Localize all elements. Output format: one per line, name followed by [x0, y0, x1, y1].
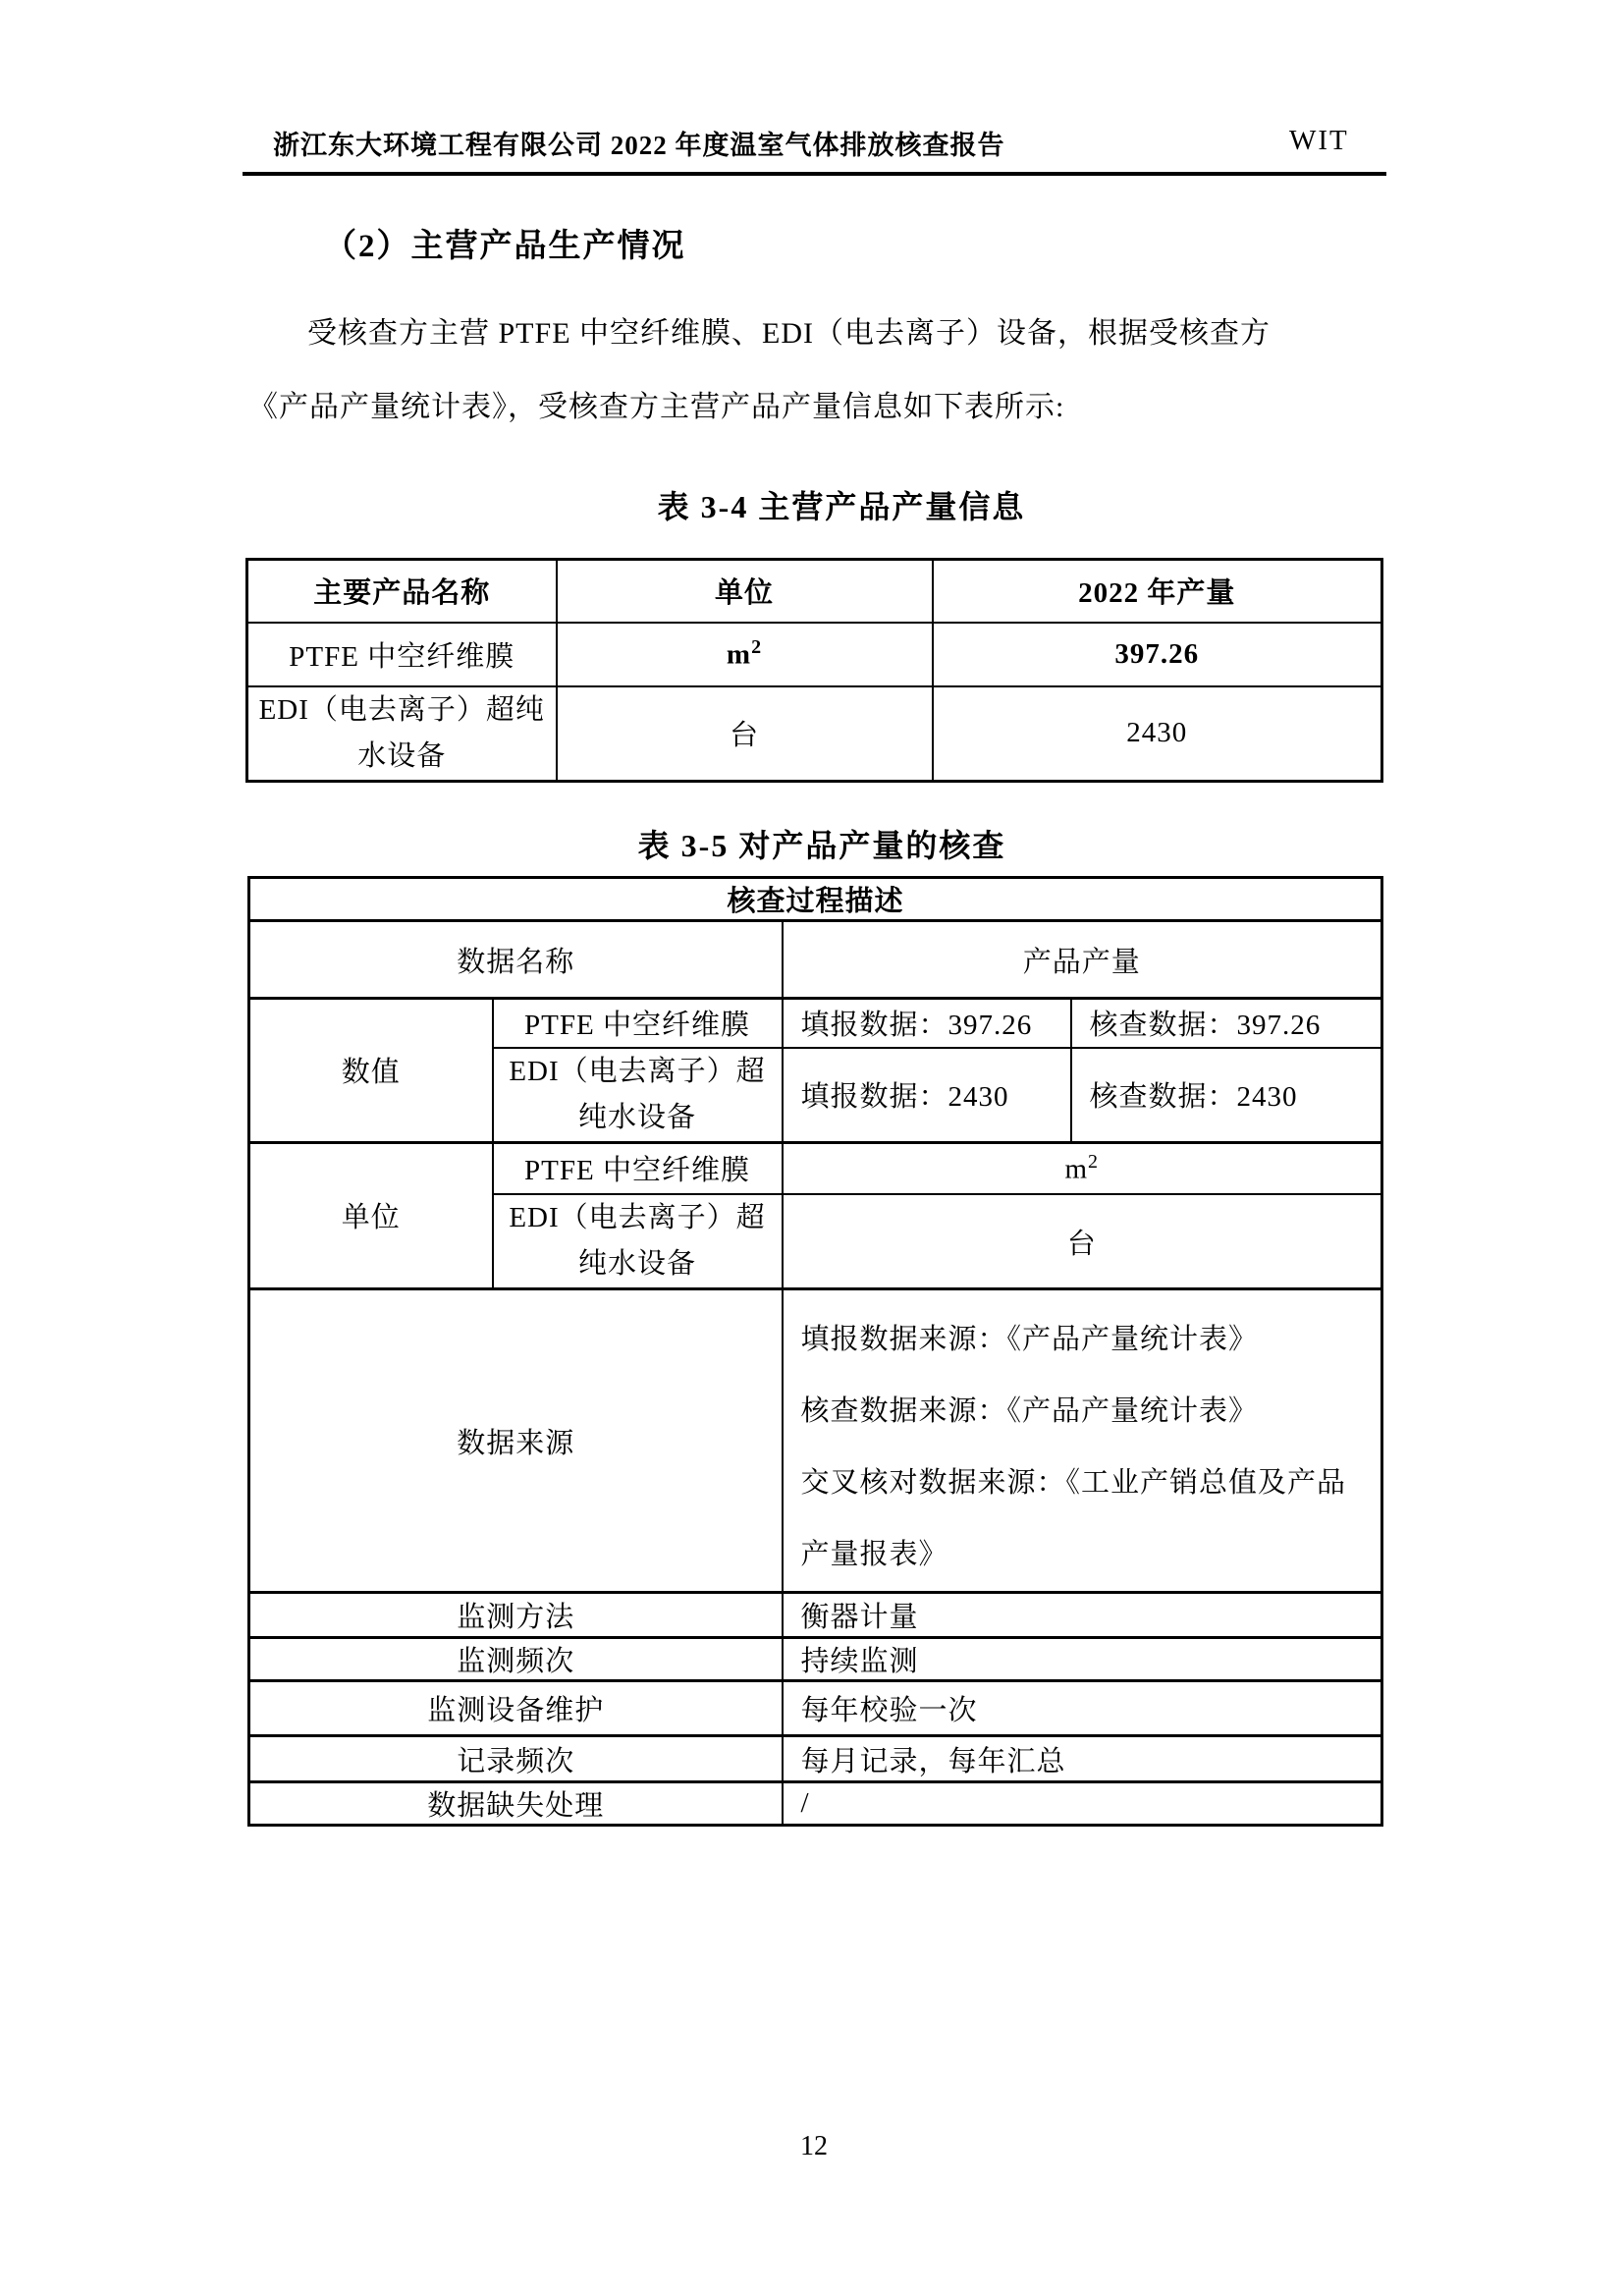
monitor-method-row	[249, 1593, 1382, 1638]
record-frequency-label: 记录频次	[249, 1736, 783, 1782]
numeric-ptfe-row	[249, 999, 1382, 1048]
page-number: 12	[800, 2131, 828, 2161]
header-product-name: 主要产品名称	[247, 560, 557, 623]
monitor-method-value: 衡器计量	[783, 1593, 1382, 1638]
equipment-maintenance-value: 每年校验一次	[783, 1681, 1382, 1736]
process-header-row	[249, 878, 1382, 921]
data-source-label-cell: 数据来源	[249, 1289, 783, 1593]
data-source-row	[249, 1289, 1382, 1593]
record-frequency-row	[249, 1736, 1382, 1782]
page-header-logo-text: WIT	[1289, 125, 1349, 156]
product1-cell: PTFE 中空纤维膜	[493, 1142, 783, 1194]
unit-label-cell: 单位	[249, 1142, 493, 1289]
product-name-cell: EDI（电去离子）超纯水设备	[247, 686, 557, 782]
product-name-cell: PTFE 中空纤维膜	[247, 623, 557, 686]
missing-data-value: /	[783, 1782, 1382, 1826]
unit-text: m	[726, 638, 752, 671]
product-output-table	[245, 558, 1383, 783]
unit-text: m	[1064, 1153, 1089, 1185]
missing-data-row	[249, 1782, 1382, 1826]
source-line-cross-check: 交叉核对数据来源：《工业产销总值及产品产量报表》	[800, 1467, 1347, 1570]
unit2-cell: 台	[783, 1194, 1382, 1289]
monitor-frequency-value: 持续监测	[783, 1638, 1382, 1681]
product2-cell: EDI（电去离子）超纯水设备	[493, 1194, 783, 1289]
unit1-cell	[783, 1142, 1382, 1194]
table-3-5-title: 表 3-5 对产品产量的核查	[637, 828, 1006, 863]
paragraph-line-1: 受核查方主营 PTFE 中空纤维膜、EDI（电去离子）设备，根据受核查方	[307, 317, 1271, 350]
table-3-4-title: 表 3-4 主营产品产量信息	[657, 489, 1026, 524]
output-value-cell: 2430	[933, 686, 1382, 782]
product1-cell: PTFE 中空纤维膜	[493, 999, 783, 1048]
unit-ptfe-row	[249, 1142, 1382, 1194]
p2-verified-cell: 核查数据：2430	[1071, 1048, 1382, 1143]
monitor-frequency-row	[249, 1638, 1382, 1681]
unit-superscript: 2	[1088, 1150, 1100, 1173]
record-frequency-value: 每月记录，每年汇总	[783, 1736, 1382, 1782]
product2-cell: EDI（电去离子）超纯水设备	[493, 1048, 783, 1143]
source-line-reported: 填报数据来源：《产品产量统计表》	[800, 1324, 1259, 1355]
missing-data-label: 数据缺失处理	[249, 1782, 783, 1826]
table-row	[247, 623, 1382, 686]
section-heading: （2）主营产品生产情况	[324, 229, 686, 264]
monitor-method-label: 监测方法	[249, 1593, 783, 1638]
paragraph-line-2: 《产品产量统计表》，受核查方主营产品产量信息如下表所示:	[248, 391, 1065, 423]
equipment-maintenance-row	[249, 1681, 1382, 1736]
table-row	[247, 686, 1382, 782]
unit-cell	[557, 623, 933, 686]
data-source-value-cell	[783, 1289, 1382, 1593]
header-2022-output: 2022 年产量	[933, 560, 1382, 623]
header-rule	[243, 172, 1386, 176]
p1-verified-cell: 核查数据：397.26	[1071, 999, 1382, 1048]
page-header-title: 浙江东大环境工程有限公司 2022 年度温室气体排放核查报告	[273, 131, 1005, 160]
p1-reported-cell: 填报数据：397.26	[783, 999, 1071, 1048]
unit-superscript: 2	[751, 636, 763, 659]
monitor-frequency-label: 监测频次	[249, 1638, 783, 1681]
source-line-verified: 核查数据来源：《产品产量统计表》	[800, 1395, 1259, 1427]
data-name-row	[249, 921, 1382, 999]
numeric-label-cell: 数值	[249, 999, 493, 1143]
header-unit: 单位	[557, 560, 933, 623]
table-header-row	[247, 560, 1382, 623]
output-value-cell: 397.26	[933, 623, 1382, 686]
unit-cell: 台	[557, 686, 933, 782]
data-name-value-cell: 产品产量	[783, 921, 1382, 999]
data-name-label-cell: 数据名称	[249, 921, 783, 999]
p2-reported-cell: 填报数据：2430	[783, 1048, 1071, 1143]
process-header-cell: 核查过程描述	[249, 878, 1382, 921]
output-verification-table	[247, 876, 1383, 1827]
equipment-maintenance-label: 监测设备维护	[249, 1681, 783, 1736]
